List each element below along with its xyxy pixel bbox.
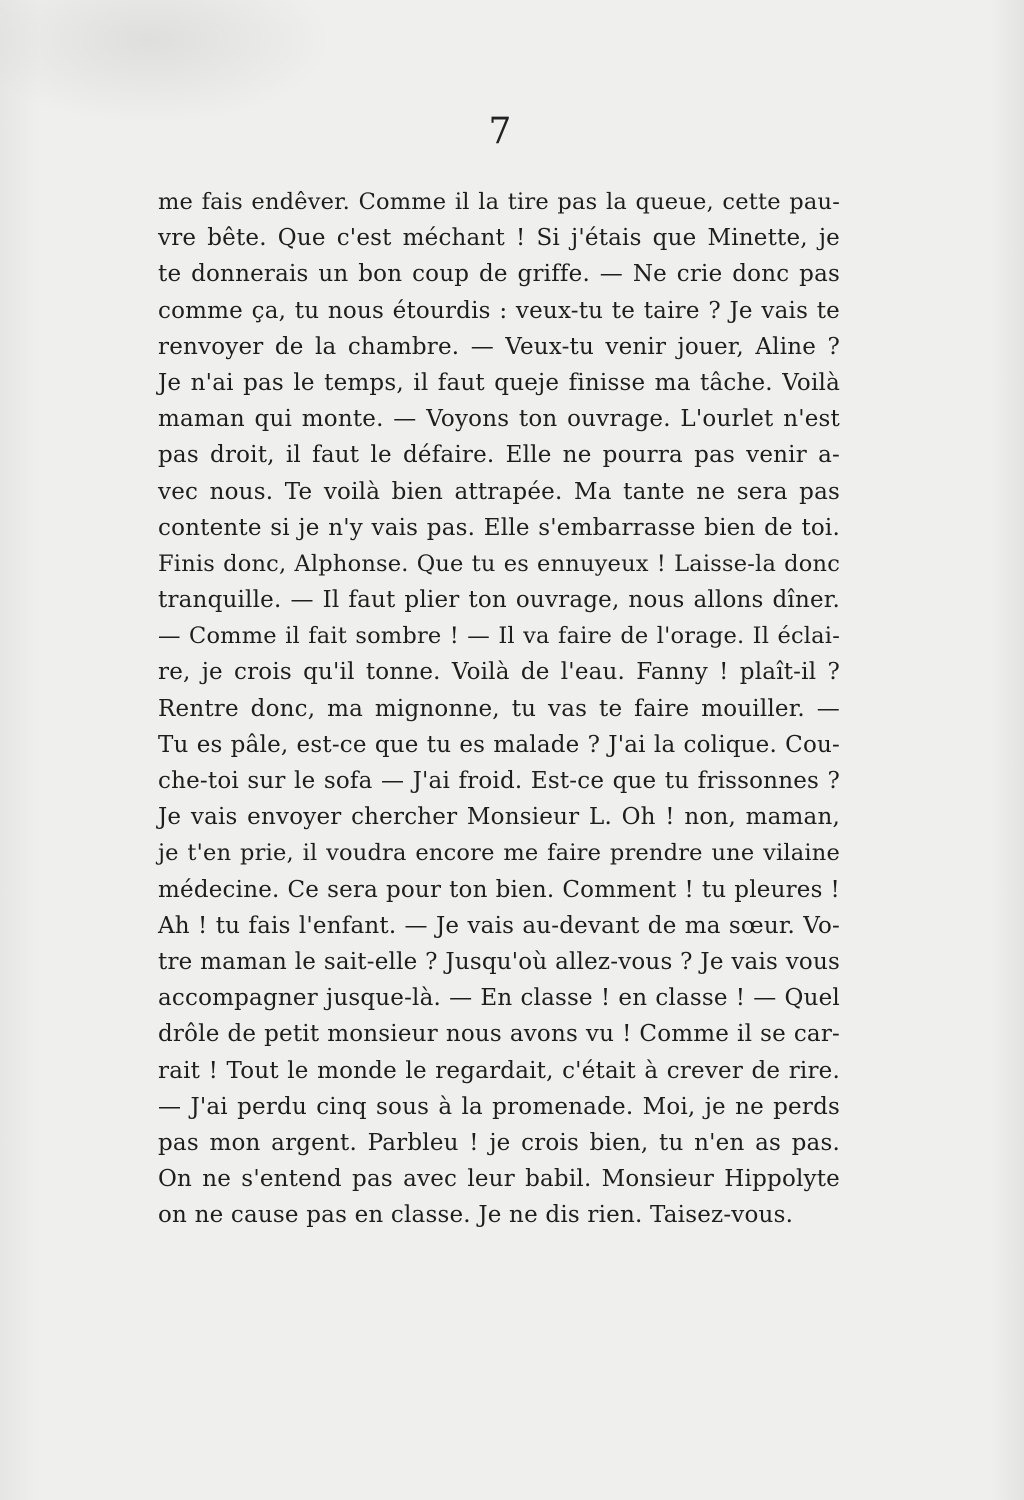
text-line: pas mon argent. Parbleu ! je crois bien, tu n'en as pas.: [158, 1129, 840, 1156]
text-line: tre maman le sait-elle ? Jusqu'où allez-vous ? Je vais vous: [158, 948, 840, 975]
text-line: Je vais envoyer chercher Monsieur L. Oh ! non, maman,: [158, 804, 840, 831]
text-line: vec nous. Te voilà bien attrapée. Ma tante ne sera pas: [158, 478, 840, 505]
text-line: Finis donc, Alphonse. Que tu es ennuyeux ! Laisse-la donc: [158, 550, 840, 577]
text-line: tranquille. — Il faut plier ton ouvrage, nous allons dîner.: [158, 587, 840, 614]
page-number: 7: [488, 111, 512, 152]
body-text: [158, 184, 840, 1233]
text-line: on ne cause pas en classe. Je ne dis rien. Taisez-vous.: [158, 1202, 794, 1229]
text-line: vre bête. Que c'est méchant ! Si j'étais que Minette, je: [158, 225, 840, 252]
text-line: renvoyer de la chambre. — Veux-tu venir jouer, Aline ?: [158, 333, 840, 360]
text-line: che-toi sur le sofa — J'ai froid. Est-ce que tu frissonnes ?: [158, 768, 840, 794]
text-line: rait ! Tout le monde le regardait, c'était à crever de rire.: [158, 1057, 840, 1084]
text-line: re, je crois qu'il tonne. Voilà de l'eau. Fanny ! plaît-il ?: [158, 659, 840, 686]
text-line: On ne s'entend pas avec leur babil. Monsieur Hippolyte: [158, 1166, 840, 1193]
text-line: Tu es pâle, est-ce que tu es malade ? J'ai la colique. Cou-: [158, 731, 840, 758]
text-line: contente si je n'y vais pas. Elle s'embarrasse bien de toi.: [158, 514, 840, 541]
text-line: Ah ! tu fais l'enfant. — Je vais au-devant de ma sœur. Vo-: [158, 912, 840, 939]
text-line: me fais endêver. Comme il la tire pas la queue, cette pau-: [158, 189, 840, 215]
text-line: je t'en prie, il voudra encore me faire prendre une vilaine: [158, 840, 840, 867]
text-line: accompagner jusque-là. — En classe ! en classe ! — Quel: [158, 985, 840, 1012]
text-line: te donnerais un bon coup de griffe. — Ne crie donc pas: [158, 261, 840, 288]
text-line: — Comme il fait sombre ! — Il va faire de l'orage. Il éclai-: [158, 623, 840, 650]
text-line: comme ça, tu nous étourdis : veux-tu te taire ? Je vais te: [158, 297, 840, 324]
text-line: maman qui monte. — Voyons ton ouvrage. L'ourlet n'est: [158, 406, 840, 433]
text-line: médecine. Ce sera pour ton bien. Comment ! tu pleures !: [158, 876, 840, 903]
text-line: drôle de petit monsieur nous avons vu ! Comme il se car-: [158, 1021, 840, 1048]
text-line: Rentre donc, ma mignonne, tu vas te faire mouiller. —: [158, 695, 840, 722]
text-line: pas droit, il faut le défaire. Elle ne pourra pas venir a-: [158, 442, 840, 469]
text-line: — J'ai perdu cinq sous à la promenade. Moi, je ne perds: [158, 1093, 840, 1120]
text-line: Je n'ai pas le temps, il faut queje finisse ma tâche. Voilà: [158, 369, 840, 396]
